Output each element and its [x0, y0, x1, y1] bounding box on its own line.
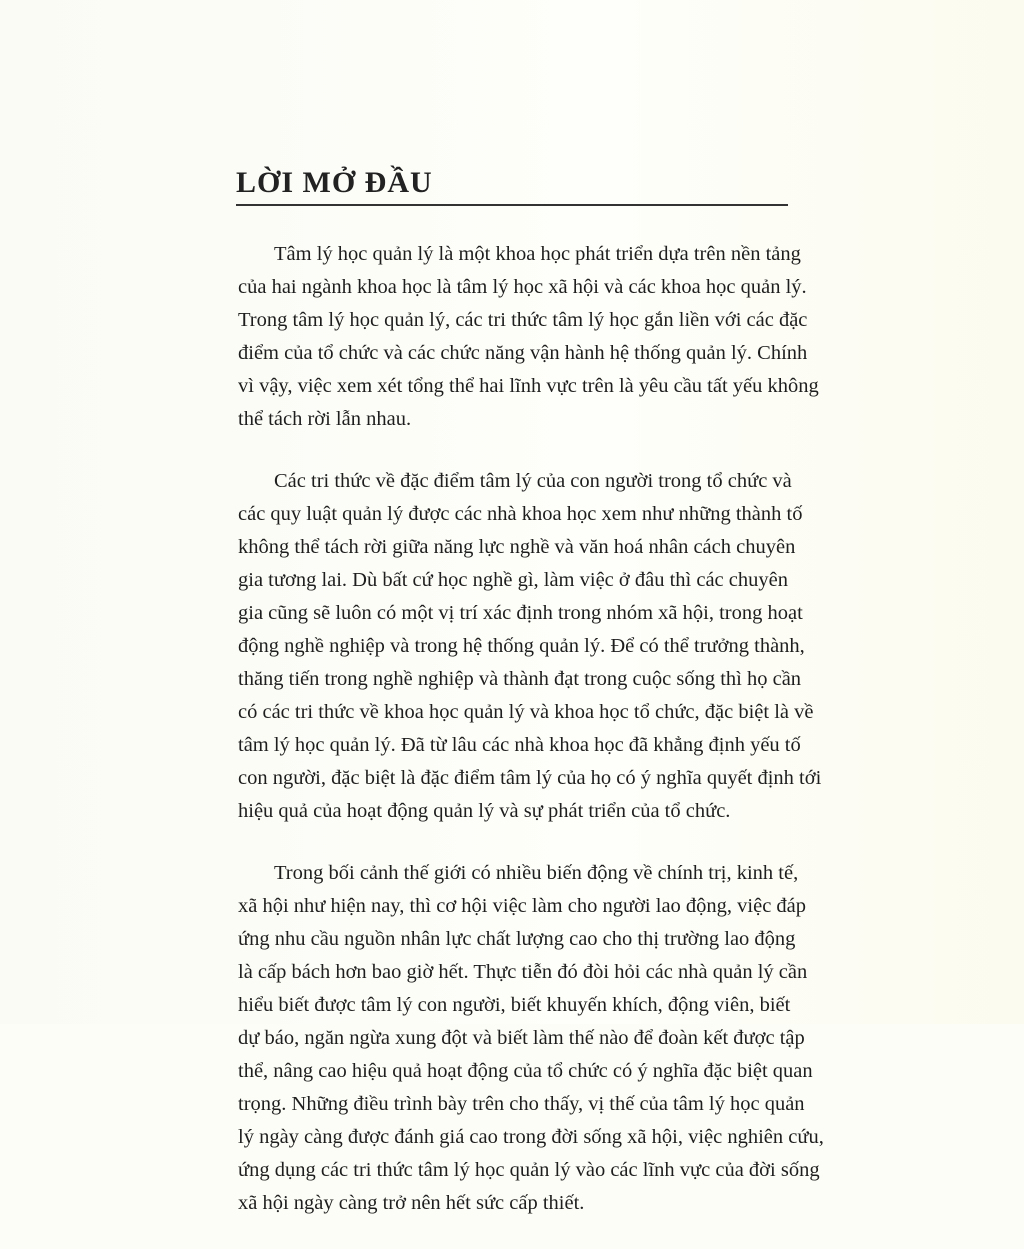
text-line: hiểu biết được tâm lý con người, biết khuyến khích, động viên, biết	[238, 994, 791, 1016]
text-line: vì vậy, việc xem xét tổng thể hai lĩnh vực trên là yêu cầu tất yếu không	[238, 375, 819, 397]
text-line: không thể tách rời giữa năng lực nghề và văn hoá nhân cách chuyên	[238, 536, 796, 558]
text-line: hiệu quả của hoạt động quản lý và sự phát triển của tổ chức.	[238, 800, 731, 822]
text-line: trọng. Những điều trình bày trên cho thấy, vị thế của tâm lý học quản	[238, 1093, 805, 1115]
text-line: gia tương lai. Dù bất cứ học nghề gì, làm việc ở đâu thì các chuyên	[238, 569, 788, 591]
text-line: ứng dụng các tri thức tâm lý học quản lý vào các lĩnh vực của đời sống	[238, 1159, 820, 1181]
text-line: dự báo, ngăn ngừa xung đột và biết làm thế nào để đoàn kết được tập	[238, 1027, 805, 1049]
text-line: Trong bối cảnh thế giới có nhiều biến động về chính trị, kinh tế,	[274, 862, 799, 884]
text-line: thể tách rời lẫn nhau.	[238, 408, 412, 430]
paragraph	[238, 238, 819, 436]
text-line: có các tri thức về khoa học quản lý và khoa học tổ chức, đặc biệt là về	[238, 701, 814, 723]
text-line: điểm của tổ chức và các chức năng vận hành hệ thống quản lý. Chính	[238, 342, 808, 364]
paragraph	[238, 465, 822, 828]
paragraph	[238, 857, 824, 1220]
text-line: ứng nhu cầu nguồn nhân lực chất lượng cao cho thị trường lao động	[238, 928, 796, 950]
text-line: con người, đặc biệt là đặc điểm tâm lý của họ có ý nghĩa quyết định tới	[238, 767, 822, 789]
text-line: xã hội ngày càng trở nên hết sức cấp thiết.	[238, 1192, 585, 1214]
text-line: tâm lý học quản lý. Đã từ lâu các nhà khoa học đã khẳng định yếu tố	[238, 734, 801, 756]
text-line: gia cũng sẽ luôn có một vị trí xác định trong nhóm xã hội, trong hoạt	[238, 602, 803, 624]
text-line: xã hội như hiện nay, thì cơ hội việc làm cho người lao động, việc đáp	[238, 895, 807, 917]
text-line: lý ngày càng được đánh giá cao trong đời sống xã hội, việc nghiên cứu,	[238, 1126, 824, 1148]
text-line: Trong tâm lý học quản lý, các tri thức tâm lý học gắn liền với các đặc	[238, 309, 808, 331]
text-line: thể, nâng cao hiệu quả hoạt động của tổ chức có ý nghĩa đặc biệt quan	[238, 1060, 813, 1082]
text-line: Tâm lý học quản lý là một khoa học phát triển dựa trên nền tảng	[274, 243, 801, 265]
chapter-title: LỜI MỞ ĐẦU	[236, 166, 433, 199]
text-line: của hai ngành khoa học là tâm lý học xã hội và các khoa học quản lý.	[238, 276, 807, 298]
text-line: động nghề nghiệp và trong hệ thống quản lý. Để có thể trưởng thành,	[238, 635, 805, 657]
title-underline	[236, 204, 788, 206]
text-line: là cấp bách hơn bao giờ hết. Thực tiễn đó đòi hỏi các nhà quản lý cần	[238, 961, 808, 983]
text-line: Các tri thức về đặc điểm tâm lý của con người trong tổ chức và	[274, 470, 792, 492]
page-body	[238, 238, 824, 1249]
text-line: các quy luật quản lý được các nhà khoa học xem như những thành tố	[238, 503, 803, 525]
text-line: thăng tiến trong nghề nghiệp và thành đạt trong cuộc sống thì họ cần	[238, 668, 802, 690]
